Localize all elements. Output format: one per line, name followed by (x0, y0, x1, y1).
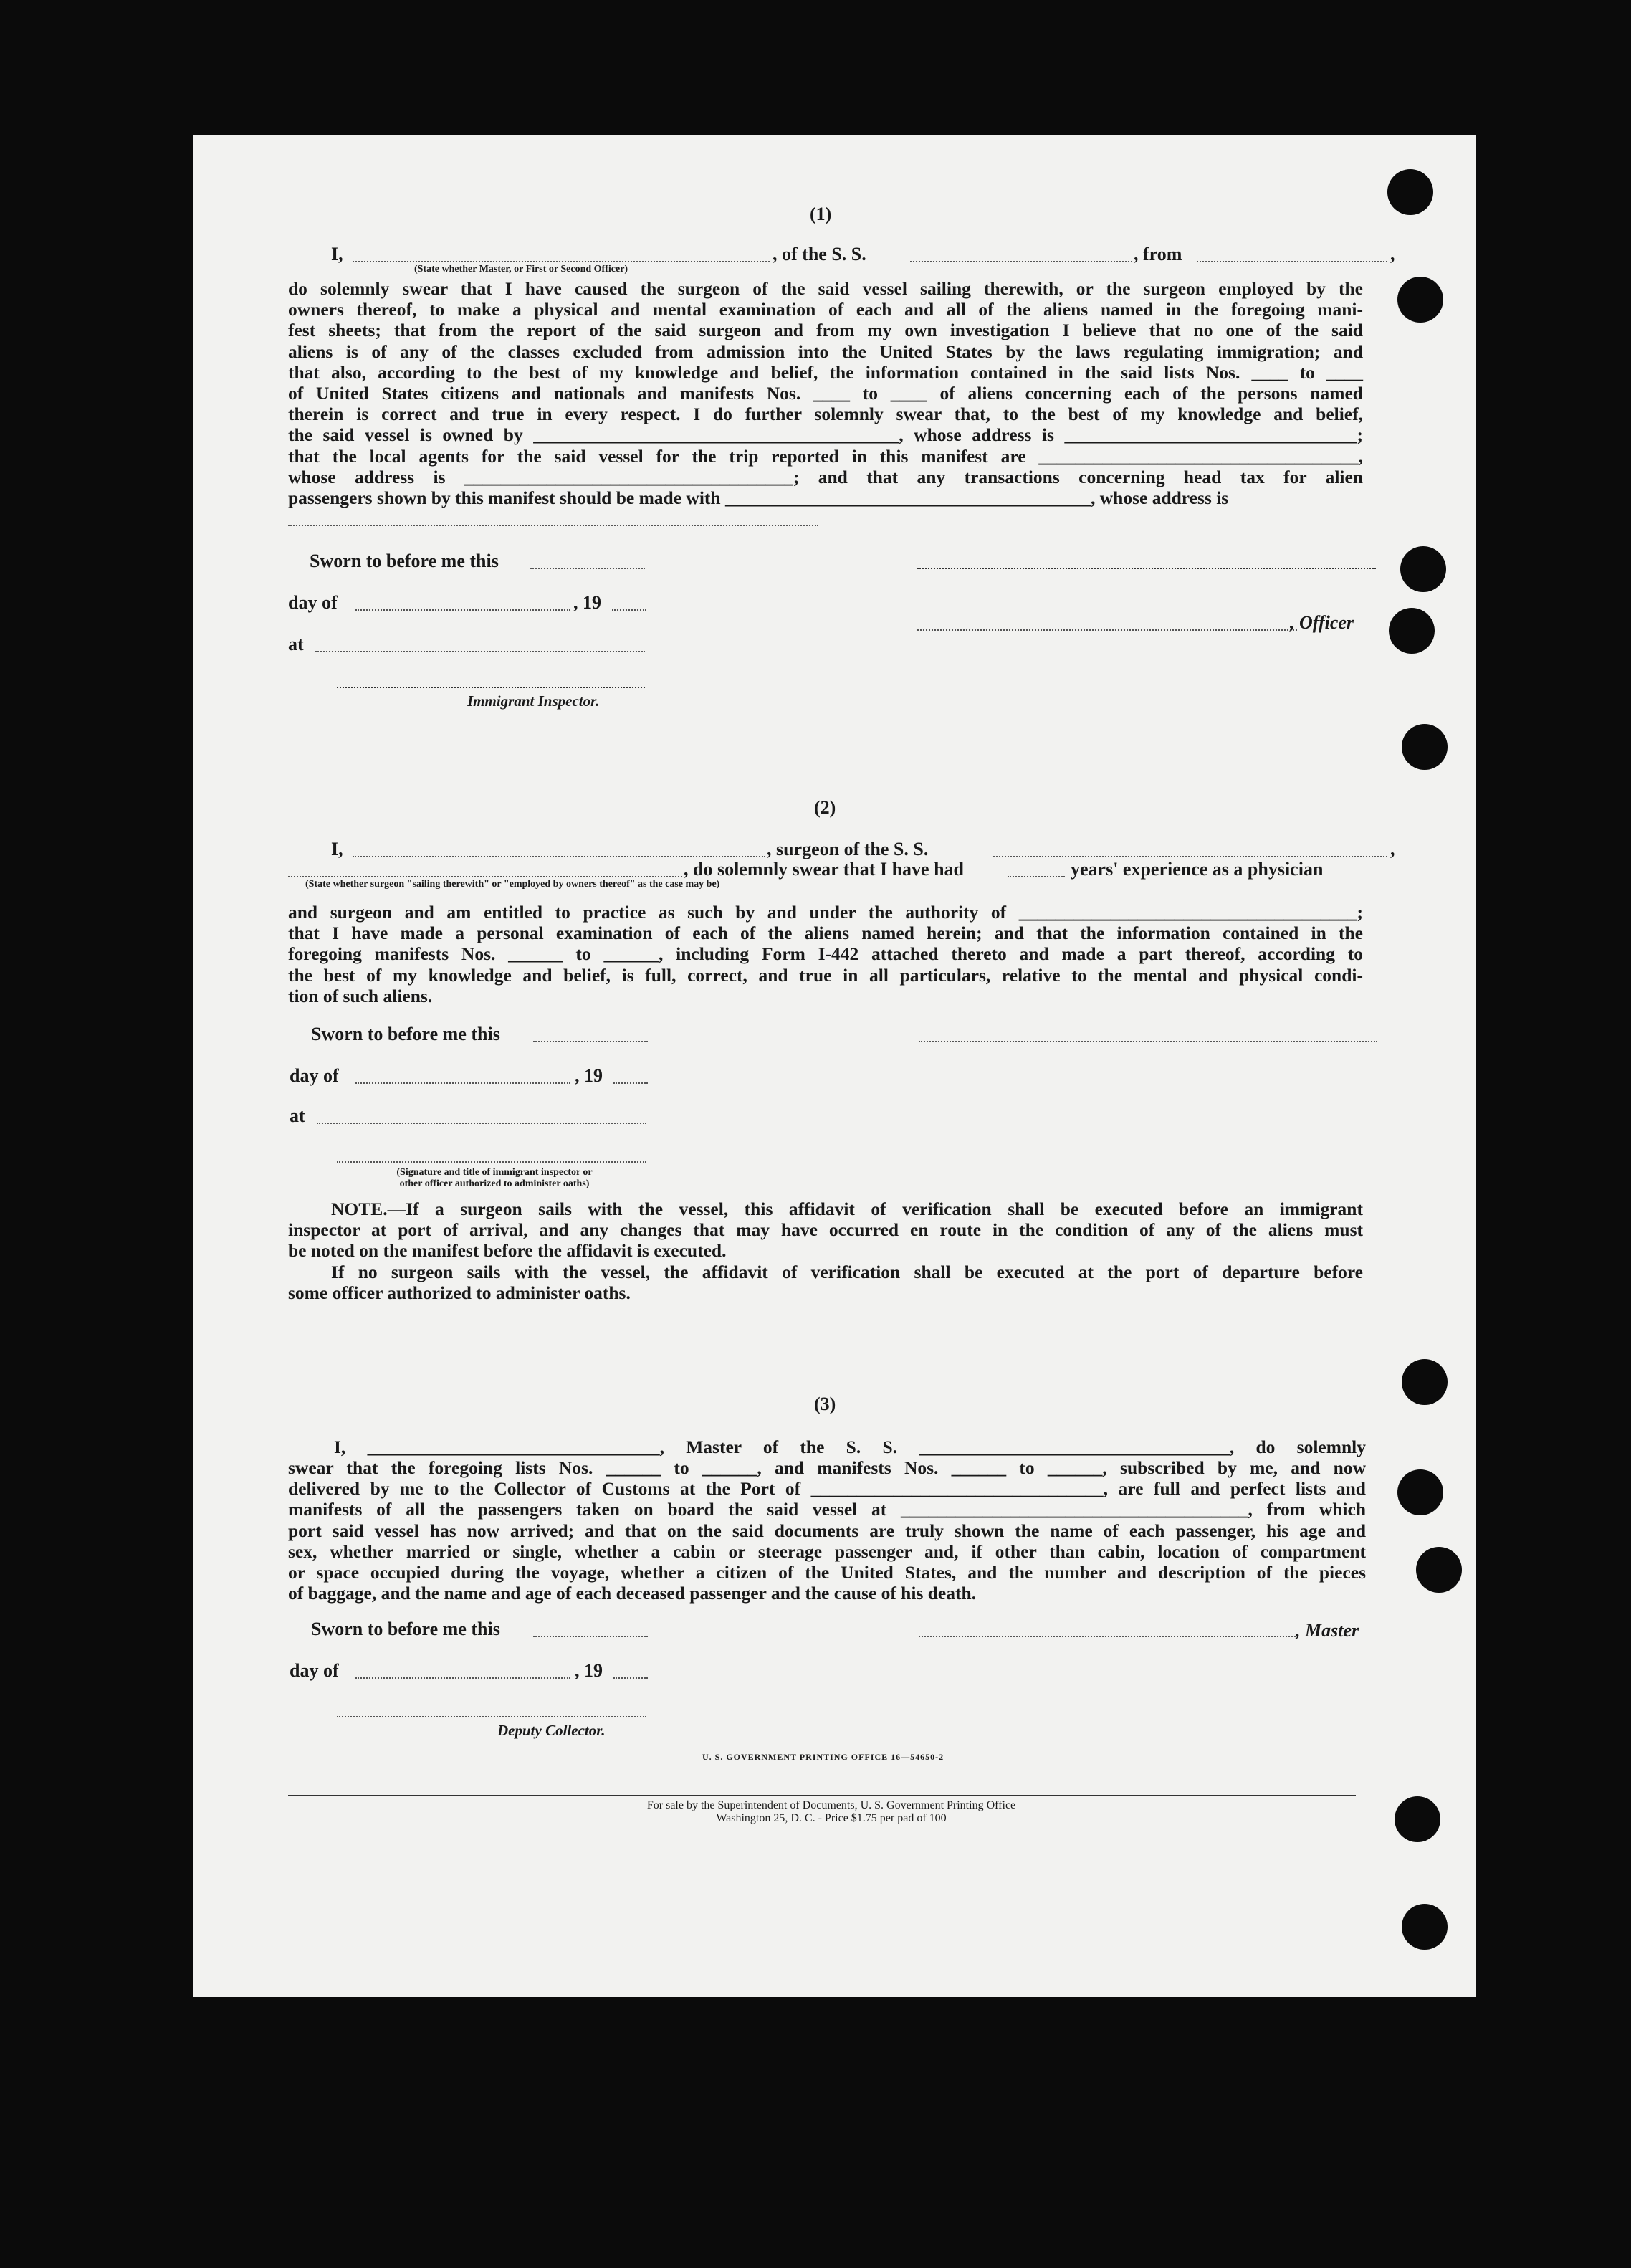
s2-at-field[interactable] (317, 1123, 646, 1124)
s2-day-field[interactable] (355, 1082, 570, 1084)
s2-day-of-label: day of (290, 1065, 339, 1086)
s2-signature-note (344, 1167, 645, 1190)
s1-line: that also, according to the best of my knowledge and belief, the information contained in the said lists Nos. ____ to ____ (288, 361, 1363, 383)
s1-officer-label (1290, 612, 1354, 634)
s2-i-label: I, (331, 839, 343, 859)
s2-note-line: be noted on the manifest before the affidavit is executed. (288, 1240, 727, 1262)
s2-note-line: NOTE.—If a surgeon sails with the vessel, this affidavit of verification shall be executed before an immigrant (331, 1199, 1363, 1219)
s3-19-label: , 19 (575, 1660, 603, 1681)
s1-inspector-line[interactable] (337, 687, 645, 688)
s2-sworn-date-field[interactable] (533, 1041, 648, 1042)
s1-line: fest sheets; that from the report of the said surgeon and from my own investigation I believe that no one of the said (288, 320, 1363, 341)
s1-line: do solemnly swear that I have caused the surgeon of the said vessel sailing therewith, or the surgeon employed by the (288, 278, 1363, 299)
s1-line: passengers shown by this manifest should be made with ________________________________________, whose address is (288, 487, 1229, 509)
s2-line: foregoing manifests Nos. ______ to ______, including Form I-442 attached thereto and made a part thereof, according to (288, 943, 1363, 965)
s1-19-label: , 19 (573, 592, 601, 613)
punch-hole (1397, 1469, 1443, 1515)
s1-line: owners thereof, to make a physical and mental examination of each and all of the aliens named in the foregoing mani- (288, 299, 1363, 320)
s1-line: of United States citizens and nationals and manifests Nos. ____ to ____ of aliens concerning each of the persons named (288, 383, 1363, 404)
section-2-number: (2) (814, 797, 836, 818)
s2-line: and surgeon and am entitled to practice as such by and under the authority of _____________________________________; (288, 902, 1363, 923)
s3-line: of baggage, and the name and age of each deceased passenger and the cause of his death. (288, 1583, 977, 1604)
s2-note-paragraph (288, 1199, 1363, 1303)
s2-surgeon-signature-field[interactable] (919, 1041, 1377, 1042)
sale-notice-line-2: Washington 25, D. C. - Price $1.75 per pad of 100 (716, 1812, 947, 1824)
punch-hole (1395, 1796, 1440, 1842)
s1-of-ss-label: , of the S. S. (773, 244, 866, 265)
s3-line: port said vessel has now arrived; and that on the said documents are truly shown the name of each passenger, his age and (288, 1520, 1366, 1541)
s2-sworn-label: Sworn to before me this (311, 1024, 500, 1044)
punch-hole (1389, 608, 1435, 654)
s2-surgeon-of-label: , surgeon of the S. S. (767, 839, 929, 859)
s1-from-port-field[interactable] (1197, 261, 1387, 262)
punch-hole (1400, 546, 1446, 592)
s1-day-field[interactable] (355, 609, 570, 611)
s3-oath-paragraph-body (288, 1457, 1366, 1604)
s2-years-field[interactable] (1008, 876, 1065, 877)
s1-day-of-label: day of (288, 592, 338, 613)
s2-line: that I have made a personal examination of each of the aliens named herein; and that the information contained in the (288, 923, 1363, 944)
punch-hole (1397, 277, 1443, 323)
s1-line: whose address is ____________________________________; and that any transactions concerning head tax for alien (288, 466, 1363, 487)
s2-line: the best of my knowledge and belief, is full, correct, and true in all particulars, relative to the mental and physical condi- (288, 964, 1363, 986)
s1-at-label: at (288, 634, 304, 654)
s2-comma: , (1390, 839, 1395, 859)
s1-vessel-name-field[interactable] (910, 261, 1132, 262)
punch-hole (1402, 1904, 1448, 1950)
s3-oath-paragraph (334, 1436, 1366, 1457)
s3-day-field[interactable] (355, 1677, 570, 1679)
s3-line: manifests of all the passengers taken on board the said vessel at ______________________________________, from which (288, 1499, 1366, 1520)
s2-vessel-name-field[interactable] (993, 856, 1387, 857)
s2-note-line: some officer authorized to administer oaths. (288, 1282, 631, 1303)
sale-notice-line-1: For sale by the Superintendent of Documents, U. S. Government Printing Office (646, 1799, 1016, 1811)
s1-officer-name-field[interactable] (353, 261, 770, 262)
s1-officer-note: (State whether Master, or First or Second Officer) (414, 264, 628, 275)
s2-years-label: years' experience as a physician (1071, 859, 1324, 880)
s1-line: that the local agents for the said vessel for the trip reported in this manifest are ___________________________________, (288, 445, 1363, 467)
form-page (193, 135, 1476, 1997)
gpo-imprint: U. S. GOVERNMENT PRINTING OFFICE 16—54650-2 (702, 1752, 944, 1762)
s3-year-field[interactable] (613, 1677, 648, 1679)
s2-signature-note-1: (Signature and title of immigrant inspector or (396, 1167, 593, 1178)
section-1-number: (1) (810, 204, 832, 224)
s1-officer-signature-field[interactable] (917, 629, 1297, 631)
s3-sworn-date-field[interactable] (533, 1636, 648, 1637)
s1-inspector-label: Immigrant Inspector. (467, 692, 600, 710)
s1-line: aliens is of any of the classes excluded from admission into the United States by the laws regulating immigration; and (288, 340, 1363, 362)
s2-status-note: (State whether surgeon "sailing therewith" or "employed by owners thereof" as the case may be) (305, 879, 720, 890)
s2-note-line: If no surgeon sails with the vessel, the affidavit of verification shall be executed at the port of departure before (331, 1261, 1363, 1282)
s1-sworn-date-field[interactable] (530, 568, 645, 569)
s3-line: sex, whether married or single, whether a cabin or steerage passenger and, if other than cabin, location of compartment (288, 1540, 1366, 1562)
s2-19-label: , 19 (575, 1065, 603, 1086)
s1-from-label: , from (1134, 244, 1182, 265)
s3-line: I, ________________________________, Master of the S. S. __________________________________, do solemnly (334, 1436, 1366, 1457)
punch-hole (1387, 169, 1433, 215)
punch-hole (1416, 1547, 1462, 1593)
punch-hole (1402, 724, 1448, 770)
s3-master-label: , Master (1296, 1620, 1359, 1641)
s1-i-label: I, (331, 244, 343, 265)
footer-rule (288, 1795, 1356, 1796)
s3-day-of-label: day of (290, 1660, 339, 1681)
s1-signature-line[interactable] (917, 568, 1376, 569)
s3-deputy-signature-field[interactable] (337, 1716, 646, 1717)
s1-oath-paragraph (288, 278, 1363, 508)
s2-surgeon-name-field[interactable] (353, 856, 765, 857)
s1-at-field[interactable] (315, 651, 645, 652)
s1-continuation-field[interactable] (288, 525, 818, 526)
s2-signature-note-2: other officer authorized to administer oaths) (399, 1178, 590, 1189)
s3-line: delivered by me to the Collector of Customs at the Port of ________________________________, are full and perfect lists and (288, 1478, 1366, 1500)
s3-deputy-label: Deputy Collector. (497, 1722, 606, 1739)
s3-line: or space occupied during the voyage, whether a citizen of the United States, and the number and description of the pieces (288, 1562, 1366, 1583)
s3-master-signature-field[interactable] (919, 1636, 1298, 1637)
s1-line: therein is correct and true in every respect. I do further solemnly swear that, to the best of my knowledge and belief, (288, 404, 1363, 425)
s2-oath-paragraph (288, 902, 1363, 1006)
s2-line: tion of such aliens. (288, 985, 433, 1006)
s2-at-label: at (290, 1105, 305, 1126)
s1-year-field[interactable] (612, 609, 646, 611)
s3-sworn-label: Sworn to before me this (311, 1619, 500, 1639)
punch-hole (1402, 1359, 1448, 1405)
s2-note-line: inspector at port of arrival, and any changes that may have occurred en route in the condition of any of the aliens must (288, 1219, 1363, 1241)
s2-year-field[interactable] (613, 1082, 648, 1084)
s1-sworn-label: Sworn to before me this (310, 551, 499, 571)
s1-officer-text: , Officer (1290, 612, 1354, 633)
sale-notice (552, 1799, 1111, 1825)
s1-line: the said vessel is owned by ________________________________________, whose address is ________________________________; (288, 424, 1363, 446)
s2-swear-label: , do solemnly swear that I have had (684, 859, 965, 880)
s3-line: swear that the foregoing lists Nos. ______ to ______, and manifests Nos. ______ to ______, subscribed by me, and now (288, 1457, 1366, 1478)
s2-status-field[interactable] (288, 876, 682, 877)
s2-inspector-signature-field[interactable] (337, 1161, 646, 1163)
s1-comma: , (1390, 244, 1395, 265)
section-3-number: (3) (814, 1393, 836, 1414)
